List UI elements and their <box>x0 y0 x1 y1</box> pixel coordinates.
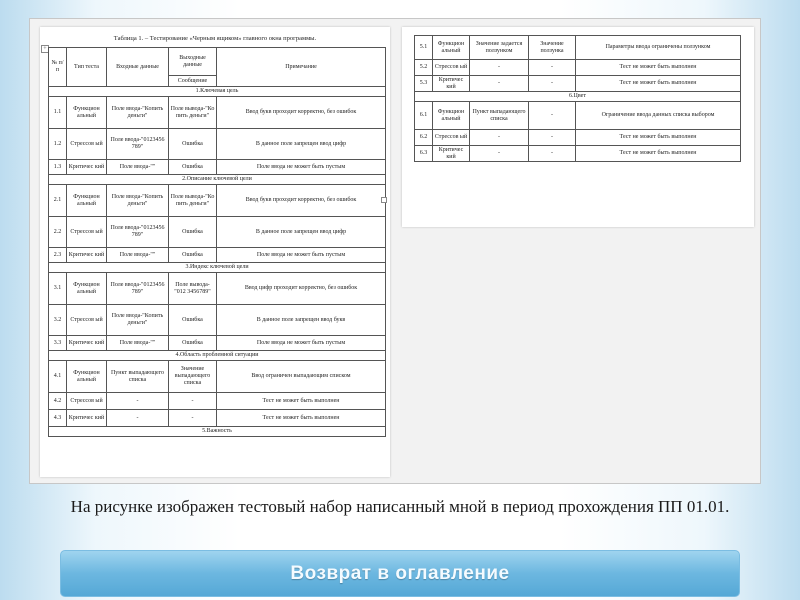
cell-test-type: Функцион альный <box>433 102 470 130</box>
section-row <box>49 175 386 185</box>
cell-test-type: Стрессов ый <box>67 305 107 336</box>
cell-output: Значение выпадающего списка <box>169 361 217 393</box>
cell-num: 4.3 <box>49 410 67 427</box>
document-screenshot <box>29 18 761 484</box>
cell-note: Ввод букв проходит корректно, без ошибок <box>217 97 386 129</box>
section-title: 2.Описание ключевой цели <box>49 175 386 185</box>
cell-note: Тест не может быть выполнен <box>217 410 386 427</box>
test-table-right <box>414 35 741 162</box>
cell-note: Ограничение ввода данных списка выбором <box>576 102 741 130</box>
cell-output: - <box>529 60 576 76</box>
cell-test-type: Стрессов ый <box>67 129 107 160</box>
cell-num: 2.2 <box>49 217 67 248</box>
cell-note: В данное поле запрещен ввод цифр <box>217 217 386 248</box>
cell-note: Тест не может быть выполнен <box>576 76 741 92</box>
cell-num: 3.1 <box>49 273 67 305</box>
header-message: Сообщение <box>169 76 217 87</box>
cell-input: Пункт выпадающего списка <box>107 361 169 393</box>
cell-output: Значение ползунка <box>529 36 576 60</box>
table-row <box>49 305 386 336</box>
cell-num: 6.2 <box>415 130 433 146</box>
cell-test-type: Критичес кий <box>67 336 107 351</box>
cell-test-type: Функцион альный <box>67 273 107 305</box>
cell-output: Ошибка <box>169 129 217 160</box>
slide-caption: На рисунке изображен тестовый набор написанный мной в период прохождения ПП 01.01. <box>70 497 730 516</box>
header-num: № п/п <box>49 48 67 87</box>
table-row <box>49 361 386 393</box>
cell-note: Поле ввода не может быть пустым <box>217 336 386 351</box>
table-row <box>49 185 386 217</box>
table-row <box>415 60 741 76</box>
table-row <box>415 76 741 92</box>
section-title: 4.Область проблемной ситуации <box>49 351 386 361</box>
table-move-handle-icon[interactable]: + <box>41 45 49 53</box>
section-title: 3.Индекс ключевой цели <box>49 263 386 273</box>
cell-test-type: Стрессов ый <box>433 60 470 76</box>
table-row <box>49 248 386 263</box>
table-row <box>49 336 386 351</box>
cell-input: Поле ввода-"" <box>107 160 169 175</box>
cell-output: - <box>529 102 576 130</box>
cell-output: - <box>169 393 217 410</box>
cell-input: Поле ввода-"0123456 789" <box>107 129 169 160</box>
cell-output: Ошибка <box>169 160 217 175</box>
document-page-left <box>40 27 390 477</box>
cell-input: Поле ввода-"0123456 789" <box>107 273 169 305</box>
cell-output: Ошибка <box>169 217 217 248</box>
table-row <box>49 410 386 427</box>
table-row <box>415 36 741 60</box>
cell-note: Ввод цифр проходит корректно, без ошибок <box>217 273 386 305</box>
table-resize-handle[interactable] <box>381 197 387 203</box>
cell-test-type: Стрессов ый <box>433 130 470 146</box>
table-row <box>49 129 386 160</box>
cell-test-type: Критичес кий <box>67 248 107 263</box>
section-row <box>49 427 386 437</box>
cell-note: Поле ввода не может быть пустым <box>217 248 386 263</box>
cell-test-type: Критичес кий <box>67 410 107 427</box>
cell-num: 5.3 <box>415 76 433 92</box>
cell-num: 4.1 <box>49 361 67 393</box>
cell-output: Ошибка <box>169 305 217 336</box>
table-row <box>49 393 386 410</box>
cell-input: Поле ввода-"0123456 789" <box>107 217 169 248</box>
cell-input: - <box>107 393 169 410</box>
cell-num: 6.1 <box>415 102 433 130</box>
cell-note: Тест не может быть выполнен <box>217 393 386 410</box>
table-title: Таблица 1. – Тестирование «Черным ящиком» главного окна программы. <box>113 35 317 42</box>
cell-note: В данное поле запрещен ввод цифр <box>217 129 386 160</box>
cell-note: Ввод букв проходит корректно, без ошибок <box>217 185 386 217</box>
section-row <box>49 351 386 361</box>
table-row <box>49 97 386 129</box>
cell-test-type: Стрессов ый <box>67 393 107 410</box>
section-title: 5.Важность <box>49 427 386 437</box>
cell-input: - <box>470 130 529 146</box>
table-row <box>415 146 741 162</box>
back-to-contents-button[interactable]: Возврат в оглавление <box>60 550 740 597</box>
cell-note: Ввод ограничен выпадающим списком <box>217 361 386 393</box>
cell-test-type: Функцион альный <box>67 185 107 217</box>
cell-input: - <box>470 60 529 76</box>
cell-input: Поле ввода-"" <box>107 336 169 351</box>
cell-test-type: Функцион альный <box>433 36 470 60</box>
cell-output: - <box>529 130 576 146</box>
header-note: Примечание <box>217 48 386 87</box>
section-row <box>49 87 386 97</box>
cell-input: Поле ввода-"Копить деньги" <box>107 97 169 129</box>
cell-note: Параметры ввода ограничены ползунком <box>576 36 741 60</box>
cell-output: - <box>169 410 217 427</box>
cell-input: Поле ввода-"Копить деньги" <box>107 185 169 217</box>
cell-num: 3.2 <box>49 305 67 336</box>
cell-note: Тест не может быть выполнен <box>576 130 741 146</box>
cell-output: Поле вывода-"Ко пить деньги" <box>169 185 217 217</box>
section-title: 1.Ключевая цель <box>49 87 386 97</box>
cell-input: - <box>107 410 169 427</box>
cell-num: 1.1 <box>49 97 67 129</box>
cell-output: - <box>529 76 576 92</box>
section-row <box>415 92 741 102</box>
cell-test-type: Критичес кий <box>433 76 470 92</box>
cell-input: Поле ввода-"Копить деньги" <box>107 305 169 336</box>
cell-input: - <box>470 76 529 92</box>
cell-num: 2.1 <box>49 185 67 217</box>
cell-note: Поле ввода не может быть пустым <box>217 160 386 175</box>
cell-output: Ошибка <box>169 336 217 351</box>
cell-note: Тест не может быть выполнен <box>576 60 741 76</box>
cell-num: 1.3 <box>49 160 67 175</box>
cell-test-type: Функцион альный <box>67 361 107 393</box>
cell-num: 5.2 <box>415 60 433 76</box>
cell-num: 1.2 <box>49 129 67 160</box>
cell-input: Поле ввода-"" <box>107 248 169 263</box>
section-row <box>49 263 386 273</box>
cell-output: Поле вывода-"012 3456789" <box>169 273 217 305</box>
table-row <box>415 130 741 146</box>
cell-test-type: Функцион альный <box>67 97 107 129</box>
document-page-right <box>402 27 754 227</box>
cell-output: Ошибка <box>169 248 217 263</box>
cell-num: 5.1 <box>415 36 433 60</box>
cell-note: В данное поле запрещен ввод букв <box>217 305 386 336</box>
cell-input: - <box>470 146 529 162</box>
cell-output: Поле вывода-"Ко пить деньги" <box>169 97 217 129</box>
cell-test-type: Критичес кий <box>67 160 107 175</box>
cell-num: 2.3 <box>49 248 67 263</box>
table-row <box>49 160 386 175</box>
cell-num: 4.2 <box>49 393 67 410</box>
header-input: Входные данные <box>107 48 169 87</box>
table-row <box>49 273 386 305</box>
header-type: Тип теста <box>67 48 107 87</box>
table-row <box>49 217 386 248</box>
cell-test-type: Критичес кий <box>433 146 470 162</box>
cell-num: 3.3 <box>49 336 67 351</box>
cell-test-type: Стрессов ый <box>67 217 107 248</box>
table-row <box>415 102 741 130</box>
cell-input: Значение задается ползунком <box>470 36 529 60</box>
cell-output: - <box>529 146 576 162</box>
cell-input: Пункт выпадающего списка <box>470 102 529 130</box>
header-output: Выходные данные <box>169 48 217 76</box>
section-title: 6.Цвет <box>415 92 741 102</box>
cell-note: Тест не может быть выполнен <box>576 146 741 162</box>
test-table-left <box>48 47 386 437</box>
cell-num: 6.3 <box>415 146 433 162</box>
